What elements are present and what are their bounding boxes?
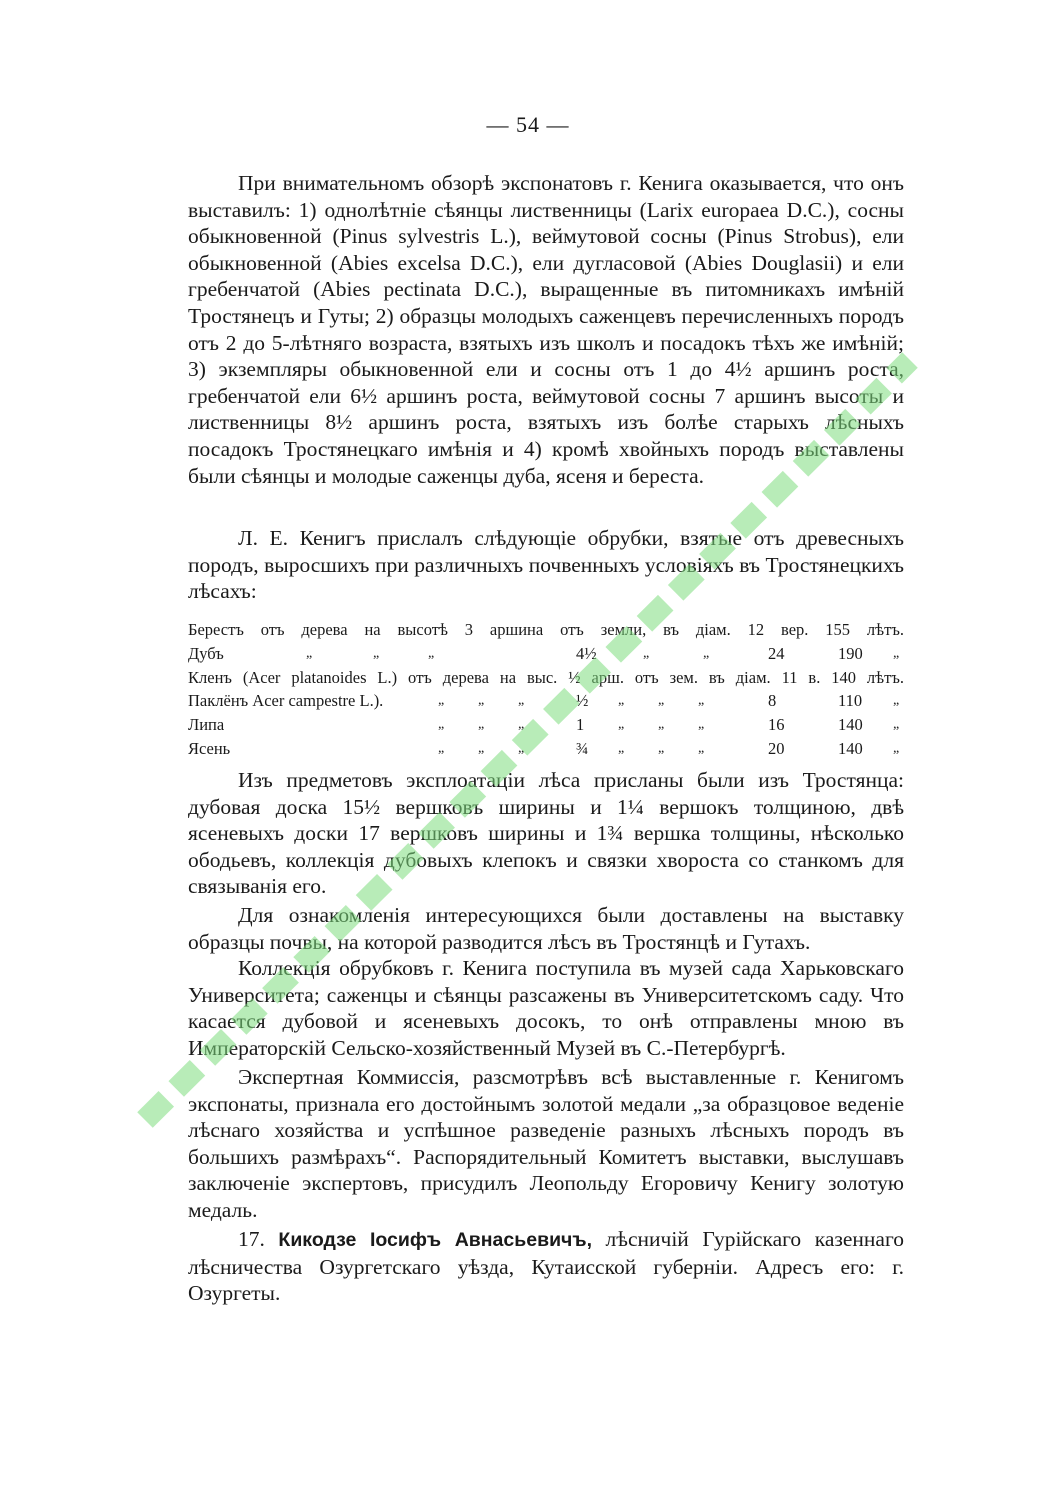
ditto-mark: „ [698,740,705,756]
paragraph-commission [188,1064,904,1224]
specimen-diameter: 24 [768,643,785,663]
ditto-mark: „ [518,717,525,733]
ditto-mark: „ [893,717,900,733]
ditto-mark: „ [373,645,380,661]
entry-number: 17. [238,1227,265,1251]
specimen-age: 140 [838,715,863,735]
specimen-height: 4½ [576,643,597,663]
paragraph-collection [188,955,904,1061]
entry-description: лѣсничій Гурійскаго казеннаго лѣсничества Озургетскаго уѣзда, Кутаисской губерніи. Адресъ его: г. Озургеты. [188,1227,904,1306]
ditto-mark: „ [518,740,525,756]
ditto-mark: „ [698,717,705,733]
specimen-name: Дубъ [188,643,224,663]
paragraph-text: Изъ предметовъ эксплоатаціи лѣса присланы были изъ Тростянца: дубовая доска 15½ вершковъ ширины и 1¼ вершокъ толщиною, двѣ ясеневыхъ доски 17 вершковъ ширины и 1¾ вершка толщины, нѣсколько ободьевъ, коллекція дубовыхъ клепокъ и связки хвороста со станкомъ для связыванія его. [188,768,904,899]
ditto-mark: „ [438,740,445,756]
ditto-mark: „ [618,717,625,733]
specimen-age: 110 [838,691,863,711]
specimens-table [188,618,904,761]
entry-name: Кикодзе Іосифъ Авнасьевичъ, [278,1229,593,1251]
specimen-name: Паклёнъ Acer campestre L.). [188,691,384,711]
paragraph-text [188,1226,904,1307]
specimen-height: 1 [576,715,585,735]
specimen-height: ½ [576,691,589,711]
ditto-mark: „ [698,693,705,709]
ditto-mark: „ [618,693,625,709]
specimen-row-text: Кленъ (Acer platanoides L.) отъ дерева на выс. ½ арш. отъ зем. въ діам. 11 в. 140 лѣтъ. [188,667,904,687]
table-row [188,713,904,737]
paragraph-text: Коллекція обрубковъ г. Кенига поступила въ музей сада Харьковскаго Университета; саженцы и сѣянцы разсажены въ Университетскомъ саду. Что касается дубовой и ясеневыхъ досокъ, то онѣ отправлены мною въ Императорскій Сельско-хозяйственный Музей въ С.-Петербургѣ. [188,956,904,1060]
ditto-mark: „ [306,645,313,661]
ditto-mark: „ [658,740,665,756]
page-number: — 54 — [486,112,570,137]
ditto-mark: „ [428,645,435,661]
ditto-mark: „ [478,740,485,756]
ditto-mark: „ [478,717,485,733]
specimen-height: ¾ [576,738,589,758]
specimen-diameter: 20 [768,738,785,758]
paragraph-exploitation [188,767,904,900]
ditto-mark: „ [518,693,525,709]
specimen-age: 190 [838,643,863,663]
paragraph-soil [188,902,904,955]
paragraph-text: При внимательномъ обзорѣ экспонатовъ г. Кенига оказывается, что онъ выставилъ: 1) однолѣтніе сѣянцы лиственницы (Larix europaea D.C.), сосны обыкновенной (Pinus sylvestris L.), веймутовой сосны (Pinus Strobus), ели обыкновенной (Abies excelsa D.C.), ели дугласовой (Abies Douglasii) и ели гребенчатой (Abies pectinata D.C.), выращенные въ питомникахъ имѣній Тростянецъ и Гуты; 2) образцы молодыхъ саженцевъ перечисленныхъ породъ отъ 2 до 5-лѣтняго возраста, взятыхъ изъ школъ и посадокъ тѣхъ же имѣній; 3) экземпляры обыкновенной ели и сосны отъ 1 до 4½ аршинъ роста, гребенчатой ели 6½ аршинъ роста, веймутовой сосны 7 аршинъ высоты и лиственницы 8½ аршинъ роста, взятыхъ изъ болѣе старыхъ лѣсныхъ посадокъ Тростянецкаго имѣнія и 4) кромѣ хвойныхъ породъ выставлены были сѣянцы и молодые саженцы дуба, ясеня и береста. [188,171,904,488]
ditto-mark: „ [893,693,900,709]
ditto-mark: „ [478,693,485,709]
specimen-row-text: Берестъ отъ дерева на высотѣ 3 аршина отъ земли, въ діам. 12 вер. 155 лѣтъ. [188,620,904,639]
ditto-mark: „ [618,740,625,756]
paragraph-entry-17 [188,1226,904,1307]
paragraph-text: Для ознакомленія интересующихся были доставлены на выставку образцы почвы, на которой разводится лѣсъ въ Тростянцѣ и Гутахъ. [188,903,904,954]
paragraph-specimens-intro [188,525,904,605]
specimen-age: 140 [838,738,863,758]
ditto-mark: „ [438,717,445,733]
ditto-mark: „ [658,717,665,733]
table-row [188,666,904,690]
specimen-diameter: 8 [768,691,777,711]
ditto-mark: „ [643,645,650,661]
ditto-mark: „ [658,693,665,709]
table-row [188,642,904,666]
specimen-name: Липа [188,715,225,735]
paragraph-text: Л. Е. Кенигъ прислалъ слѣдующіе обрубки, взятые отъ древесныхъ породъ, выросшихъ при различныхъ почвенныхъ условіяхъ въ Тростянецкихъ лѣсахъ: [188,526,904,604]
specimen-diameter: 16 [768,715,785,735]
table-row [188,618,904,642]
table-row [188,737,904,761]
ditto-mark: „ [893,740,900,756]
ditto-mark: „ [438,693,445,709]
specimen-name: Ясень [188,738,231,758]
ditto-mark: „ [703,645,710,661]
table-row [188,689,904,713]
ditto-mark: „ [893,645,900,661]
paragraph-exhibits [188,170,904,489]
paragraph-text: Экспертная Коммиссія, разсмотрѣвъ всѣ выставленные г. Кенигомъ экспонаты, признала его достойнымъ золотой медали „за образцовое веденіе лѣснаго хозяйства и успѣшное разведеніе разныхъ лѣсныхъ породъ въ большихъ размѣрахъ“. Распорядительный Комитетъ выставки, выслушавъ заключеніе экспертовъ, присудилъ Леопольду Егоровичу Кенигу золотую медаль. [188,1065,904,1222]
